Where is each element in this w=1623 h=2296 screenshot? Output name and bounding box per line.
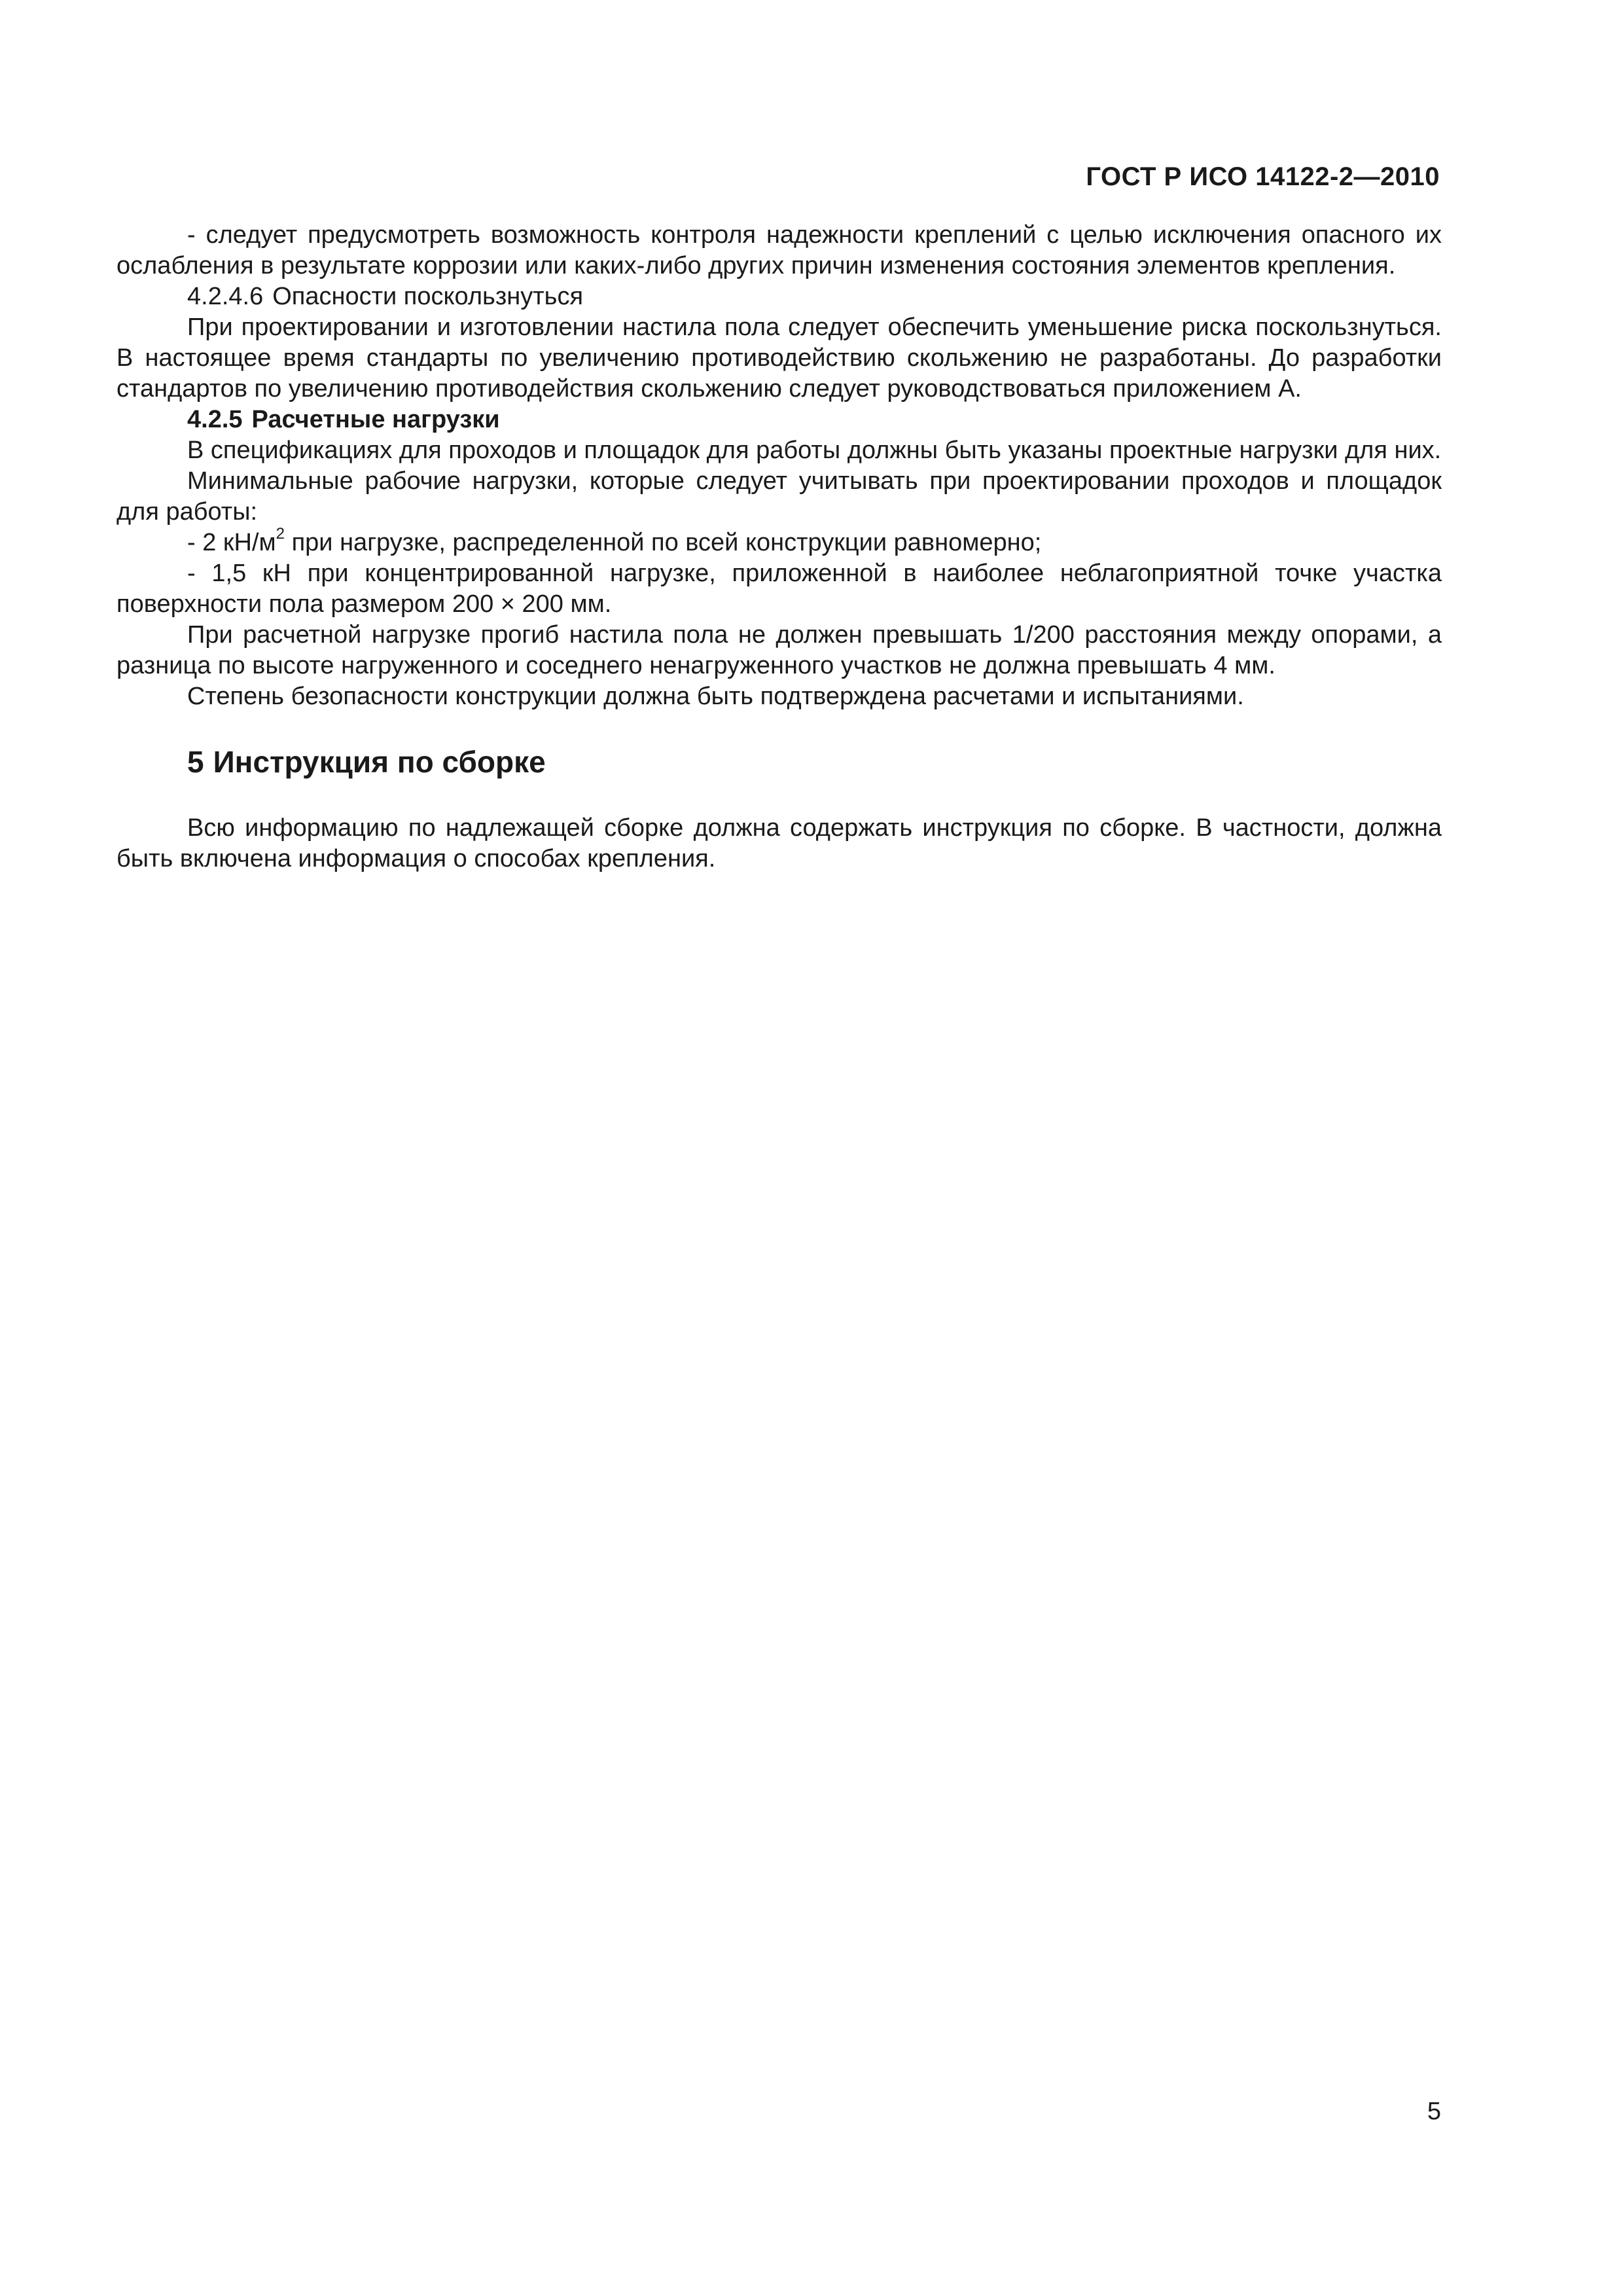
paragraph-fastening-control: - следует предусмотреть возможность контроля надежности креплений с целью исключения опасного их ослабления в результате коррозии или каких-либо других причин изменения состояния элементов крепления. xyxy=(116,221,1442,279)
document-body xyxy=(116,220,1442,874)
paragraph-assembly-instructions: Всю информацию по надлежащей сборке должна содержать инструкция по сборке. В частности, должна быть включена информация о способах крепления. xyxy=(116,814,1442,872)
list-item-distributed-load xyxy=(116,525,1442,558)
distributed-load-value: - 2 кН/м xyxy=(187,529,276,556)
subsection-425-heading xyxy=(116,404,1442,435)
subsection-4246-title: Опасности поскользнуться xyxy=(272,283,584,310)
section-5-heading xyxy=(116,744,1442,780)
section-5-number: 5 xyxy=(187,745,204,779)
list-item-concentrated-load: - 1,5 кН при концентрированной нагрузке, приложенной в наиболее неблагоприятной точке участка поверхности пола размером 200 × 200 мм. xyxy=(116,560,1442,618)
paragraph-slip-hazard: При проектировании и изготовлении настила пола следует обеспечить уменьшение риска поскользнуться. В настоящее время стандарты по увеличению противодействию скольжению не разработаны. До разработки стандартов по увеличению противодействия скольжению следует руководствоваться приложением А. xyxy=(116,314,1442,403)
distributed-load-text: при нагрузке, распределенной по всей конструкции равномерно; xyxy=(285,529,1042,556)
paragraph-design-loads: В спецификациях для проходов и площадок для работы должны быть указаны проектные нагрузки для них. xyxy=(187,437,1442,464)
paragraph-minimum-loads: Минимальные рабочие нагрузки, которые следует учитывать при проектировании проходов и площадок для работы: xyxy=(116,467,1442,526)
subsection-425-number: 4.2.5 xyxy=(187,406,243,433)
subsection-425-title: Расчетные нагрузки xyxy=(251,406,500,433)
subsection-4246-number: 4.2.4.6 xyxy=(187,283,264,310)
paragraph-safety-degree: Степень безопасности конструкции должна быть подтверждена расчетами и испытаниями. xyxy=(187,683,1244,710)
document-code: ГОСТ Р ИСО 14122-2—2010 xyxy=(1086,162,1440,191)
superscript-exponent: 2 xyxy=(276,525,285,543)
page-number: 5 xyxy=(1427,2098,1441,2125)
paragraph-deflection: При расчетной нагрузке прогиб настила пола не должен превышать 1/200 расстояния между опорами, а разница по высоте нагруженного и соседнего ненагруженного участков не должна превышать 4 мм. xyxy=(116,621,1442,679)
section-5-title: Инструкция по сборке xyxy=(213,745,546,779)
subsection-4246-heading xyxy=(116,281,1442,312)
